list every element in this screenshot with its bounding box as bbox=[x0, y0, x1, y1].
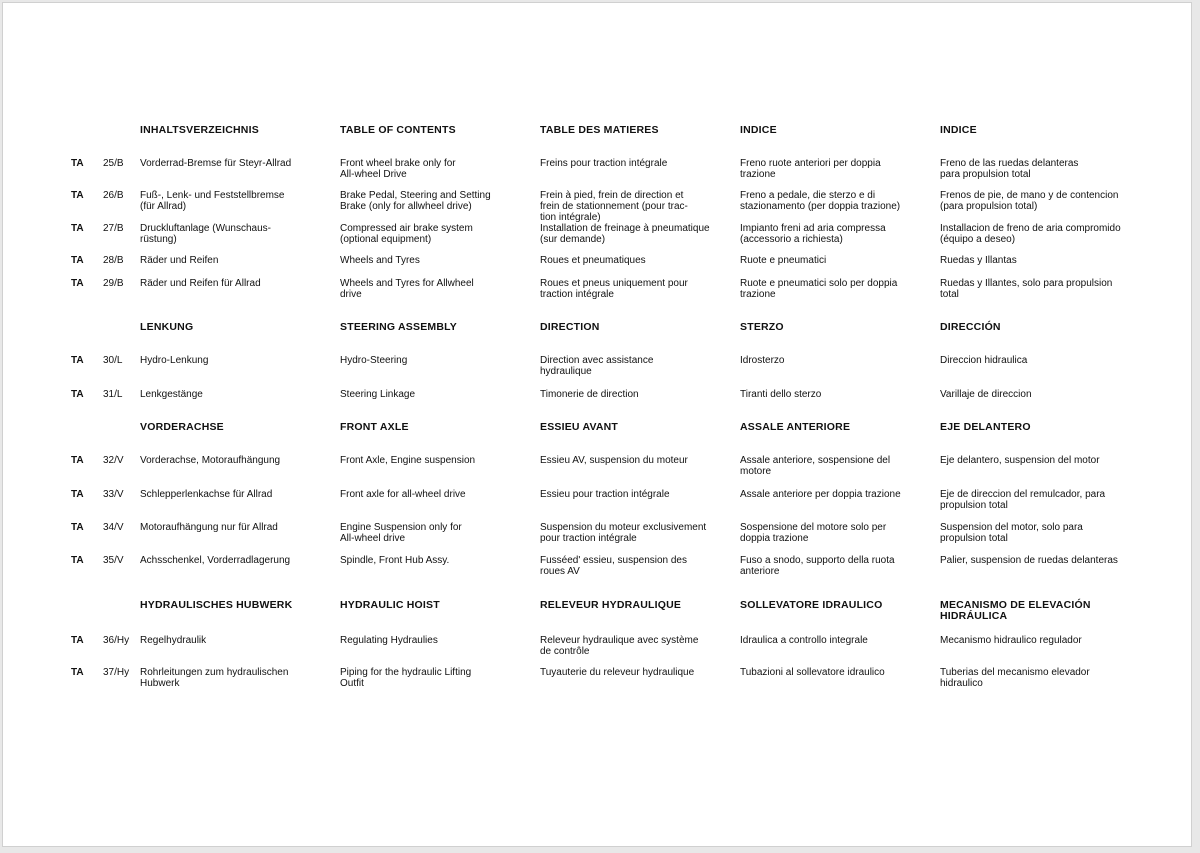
entry-prefix: TA bbox=[71, 255, 84, 266]
entry-prefix: TA bbox=[71, 223, 84, 234]
heading-french: DIRECTION bbox=[540, 321, 600, 333]
entry-italian: Idrosterzo bbox=[740, 355, 785, 366]
entry-prefix: TA bbox=[71, 158, 84, 169]
entry-italian: Freno ruote anteriori per doppia trazione bbox=[740, 158, 881, 180]
entry-spanish: Tuberias del mecanismo elevador hidraulico bbox=[940, 667, 1090, 689]
entry-french: Timonerie de direction bbox=[540, 389, 639, 400]
heading-german: HYDRAULISCHES HUBWERK bbox=[140, 599, 293, 611]
entry-german: Räder und Reifen für Allrad bbox=[140, 278, 261, 289]
entry-prefix: TA bbox=[71, 635, 84, 646]
entry-german: Lenkgestänge bbox=[140, 389, 203, 400]
entry-english: Regulating Hydraulies bbox=[340, 635, 438, 646]
entry-english: Compressed air brake system (optional equipment) bbox=[340, 223, 473, 245]
entry-italian: Freno a pedale, die sterzo e di stazionamento (per doppia trazione) bbox=[740, 190, 901, 212]
heading-french: RELEVEUR HYDRAULIQUE bbox=[540, 599, 682, 611]
entry-prefix: TA bbox=[71, 190, 84, 201]
entry-italian: Ruote e pneumatici solo per doppia trazione bbox=[740, 278, 898, 300]
entry-german: Schlepperlenkachse für Allrad bbox=[140, 489, 273, 500]
entry-italian: Tubazioni al sollevatore idraulico bbox=[740, 667, 885, 678]
heading-spanish: EJE DELANTERO bbox=[940, 421, 1031, 433]
entry-english: Front Axle, Engine suspension bbox=[340, 455, 476, 466]
entry-prefix: TA bbox=[71, 389, 84, 400]
entry-italian: Impianto freni ad aria compressa (accessorio a richiesta) bbox=[740, 223, 886, 245]
entry-french: Roues et pneus uniquement pour traction intégrale bbox=[540, 278, 688, 300]
entry-spanish: Palier, suspension de ruedas delanteras bbox=[940, 555, 1118, 566]
entry-french: Fusséed' essieu, suspension des roues AV bbox=[540, 555, 687, 577]
entry-number: 37/Hy bbox=[103, 667, 130, 678]
heading-english: FRONT AXLE bbox=[340, 421, 409, 433]
entry-english: Front axle for all-wheel drive bbox=[340, 489, 466, 500]
heading-english: STEERING ASSEMBLY bbox=[340, 321, 457, 333]
heading-spanish: MECANISMO DE ELEVACIÓN HIDRÁULICA bbox=[940, 599, 1091, 622]
entry-number: 29/B bbox=[103, 278, 124, 289]
entry-german: Regelhydraulik bbox=[140, 635, 207, 646]
entry-english: Wheels and Tyres bbox=[340, 255, 420, 266]
entry-german: Motoraufhängung nur für Allrad bbox=[140, 522, 278, 533]
entry-number: 34/V bbox=[103, 522, 124, 533]
entry-prefix: TA bbox=[71, 355, 84, 366]
entry-german: Vorderachse, Motoraufhängung bbox=[140, 455, 281, 466]
entry-number: 33/V bbox=[103, 489, 124, 500]
entry-french: Tuyauterie du releveur hydraulique bbox=[540, 667, 695, 678]
entry-spanish: Eje de direccion del remulcador, para propulsion total bbox=[940, 489, 1106, 511]
entry-spanish: Ruedas y Illantas bbox=[940, 255, 1017, 266]
entry-french: Direction avec assistance hydraulique bbox=[540, 355, 654, 377]
entry-italian: Fuso a snodo, supporto della ruota anteriore bbox=[740, 555, 895, 577]
entry-english: Hydro-Steering bbox=[340, 355, 408, 366]
entry-german: Rohrleitungen zum hydraulischen Hubwerk bbox=[140, 667, 289, 689]
entry-number: 35/V bbox=[103, 555, 124, 566]
entry-german: Hydro-Lenkung bbox=[140, 355, 209, 366]
document-page bbox=[2, 2, 1192, 847]
entry-german: Räder und Reifen bbox=[140, 255, 219, 266]
entry-german: Vorderrad-Bremse für Steyr-Allrad bbox=[140, 158, 292, 169]
entry-number: 30/L bbox=[103, 355, 123, 366]
entry-english: Wheels and Tyres for Allwheel drive bbox=[340, 278, 474, 300]
entry-italian: Ruote e pneumatici bbox=[740, 255, 827, 266]
entry-prefix: TA bbox=[71, 278, 84, 289]
entry-spanish: Freno de las ruedas delanteras para propulsion total bbox=[940, 158, 1079, 180]
entry-italian: Idraulica a controllo integrale bbox=[740, 635, 868, 646]
entry-english: Brake Pedal, Steering and Setting Brake (only for allwheel drive) bbox=[340, 190, 491, 212]
entry-french: Freins pour traction intégrale bbox=[540, 158, 668, 169]
heading-english: TABLE OF CONTENTS bbox=[340, 124, 456, 136]
entry-number: 32/V bbox=[103, 455, 124, 466]
entry-prefix: TA bbox=[71, 489, 84, 500]
heading-german: VORDERACHSE bbox=[140, 421, 224, 433]
heading-english: HYDRAULIC HOIST bbox=[340, 599, 440, 611]
entry-german: Druckluftanlage (Wunschaus- rüstung) bbox=[140, 223, 271, 245]
entry-number: 36/Hy bbox=[103, 635, 130, 646]
entry-italian: Sospensione del motore solo per doppia trazione bbox=[740, 522, 887, 544]
entry-number: 31/L bbox=[103, 389, 123, 400]
entry-english: Spindle, Front Hub Assy. bbox=[340, 555, 450, 566]
entry-french: Essieu AV, suspension du moteur bbox=[540, 455, 688, 466]
entry-german: Fuß-, Lenk- und Feststellbremse (für Allrad) bbox=[140, 190, 285, 212]
entry-english: Steering Linkage bbox=[340, 389, 416, 400]
entry-prefix: TA bbox=[71, 667, 84, 678]
entry-prefix: TA bbox=[71, 522, 84, 533]
entry-spanish: Mecanismo hidraulico regulador bbox=[940, 635, 1082, 646]
heading-italian: INDICE bbox=[740, 124, 777, 136]
entry-french: Frein à pied, frein de direction et frein de stationnement (pour trac- tion intégrale) bbox=[540, 190, 688, 223]
entry-spanish: Direccion hidraulica bbox=[940, 355, 1028, 366]
entry-italian: Assale anteriore, sospensione del motore bbox=[740, 455, 891, 477]
entry-spanish: Suspension del motor, solo para propulsion total bbox=[940, 522, 1083, 544]
entry-spanish: Varillaje de direccion bbox=[940, 389, 1032, 400]
entry-french: Suspension du moteur exclusivement pour traction intégrale bbox=[540, 522, 707, 544]
entry-german: Achsschenkel, Vorderradlagerung bbox=[140, 555, 291, 566]
entry-number: 27/B bbox=[103, 223, 124, 234]
entry-english: Engine Suspension only for All-wheel drive bbox=[340, 522, 462, 544]
entry-italian: Tiranti dello sterzo bbox=[740, 389, 822, 400]
entry-spanish: Frenos de pie, de mano y de contencion (para propulsion total) bbox=[940, 190, 1119, 212]
entry-italian: Assale anteriore per doppia trazione bbox=[740, 489, 901, 500]
entry-french: Essieu pour traction intégrale bbox=[540, 489, 670, 500]
entry-french: Installation de freinage à pneumatique (sur demande) bbox=[540, 223, 710, 245]
heading-spanish: INDICE bbox=[940, 124, 977, 136]
entry-english: Front wheel brake only for All-wheel Drive bbox=[340, 158, 456, 180]
heading-spanish: DIRECCIÓN bbox=[940, 321, 1001, 333]
heading-french: TABLE DES MATIERES bbox=[540, 124, 659, 136]
entry-number: 26/B bbox=[103, 190, 124, 201]
entry-french: Roues et pneumatiques bbox=[540, 255, 646, 266]
heading-italian: SOLLEVATORE IDRAULICO bbox=[740, 599, 883, 611]
entry-french: Releveur hydraulique avec système de contrôle bbox=[540, 635, 699, 657]
entry-spanish: Eje delantero, suspension del motor bbox=[940, 455, 1100, 466]
entry-number: 25/B bbox=[103, 158, 124, 169]
entry-number: 28/B bbox=[103, 255, 124, 266]
entry-prefix: TA bbox=[71, 555, 84, 566]
heading-french: ESSIEU AVANT bbox=[540, 421, 619, 433]
heading-german: LENKUNG bbox=[140, 321, 194, 333]
heading-italian: ASSALE ANTERIORE bbox=[740, 421, 851, 433]
entry-spanish: Ruedas y Illantes, solo para propulsion total bbox=[940, 278, 1113, 300]
entry-prefix: TA bbox=[71, 455, 84, 466]
entry-english: Piping for the hydraulic Lifting Outfit bbox=[340, 667, 472, 689]
heading-italian: STERZO bbox=[740, 321, 784, 333]
entry-spanish: Installacion de freno de aria compromido (équipo a deseo) bbox=[940, 223, 1121, 245]
heading-german: INHALTSVERZEICHNIS bbox=[140, 124, 259, 136]
